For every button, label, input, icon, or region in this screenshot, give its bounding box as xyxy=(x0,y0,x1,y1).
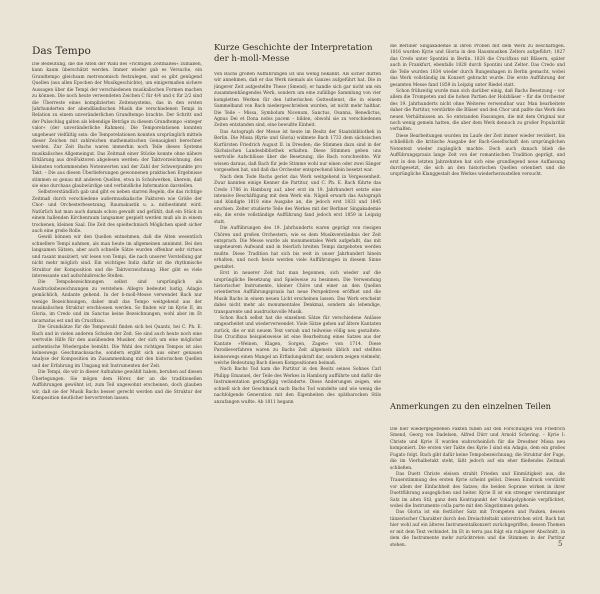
column-history xyxy=(214,72,381,578)
paragraph: Das Autograph der Messe ist heute im Besitz der Staatsbibliothek in Berlin. Die Missa (Kyrie und Gloria) widmete Bach 1733 dem sächsischen Kurfürsten Friedrich August II. in Dresden; die Stimmen dazu sind in der Sächsischen Landesbibliothek erhalten. Diese Stimmen geben uns wertvolle Aufschlüsse über die Besetzung, die Bach vorschwebte. Wir wissen daraus, daß Bach für jede Stimme wohl nur einen oder zwei Sänger vorgesehen hat, und daß das Orchester entsprechend klein besetzt war. xyxy=(214,129,381,174)
paragraph: die Berliner Singakademie in ihren Proben mit dem Werk zu beschäftigen. 1816 wurden Kyrie und Gloria in den Hausmusiken Zelters aufgeführt; 1827 das Credo unter Spontini in Berlin. 1828 die Crucifixus mit Bläsern, später auch in Frankfurt, ebenfalls 1828 durch Spontini und Zelter. Das Credo und die Teile wurden 1834 wieder durch Rungenhagen in Berlin gemacht, wobei das Werk vollständig im Konzert gebracht wurde. Die erste Aufführung der gesamten Messe fand 1859 in Leipzig unter Riedel statt. xyxy=(390,44,565,88)
paragraph: Die Bedeutung, die die Alten der Wahl des »richtigen Zeitmaßes« zumaßen, kann kaum überschätzt werden. Immer wieder gab es Versuche, ein Grundtempo gleichsam metronomisch festzulegen, und es gibt genügend Quellen (aus allen Epochen der Musikgeschichte), um einigermaßen sichere Aussagen über die Tempi der verschiedenen musikalischen Formen machen zu können. Die noch heute verwendeten Zeichen C für 4/4 und ¢ für 2/2 sind die Überreste eines komplizierten Zeitensystems, das in den ersten Jahrhunderten der abendländischen Musik die verschiedenen Tempi in Relation zu einem unveränderlichen Grundtempo brachte. Der Schritt und der Pulsschlag galten als lebendige Beträge zu diesem Grundtempo »integer valor« (der unveränderliche Rahmen). Die Temporelationen konnten ungeheuer vielfältig sein: die Temporelationen konnten ursprünglich mittels dieser Zeichen mit zahlreichen mathematischen Genauigkeit berechnet werden. Zur Zeit Bachs waren immerhin noch Teile dieses Systems musikalisches Allgemeingut. Das Zeitmaß einer Stücke konnte ohne nähere Erklärung aus dreiFaktoren abgelesen werden: der Taktvorzeichnung, den kleinsten vorkommenden Notenwerten und der Zahl der Schwerpunkte pro Takt. – Die aus diesen Überlieferungen gewonnenen praktischen Ergebnisse stimmen so genau mit anderen Quellen, etwa in Schulwerken, überein, daß sie eine durchaus glaubwürdige und verbindliche Information darstellen. xyxy=(32,62,202,190)
paragraph: Die Grundsätze für die Tempowahl finden sich bei Quantz, bei C. Ph. E. Bach und in vielen anderen Schulen der Zeit. Sie sind auch heute noch eine wertvolle Hilfe für den ausübenden Musiker, der sich um eine möglichst authentische Wiedergabe bemüht. Die Wahl des richtigen Tempos ist also keineswegs Geschmackssache, sondern ergibt sich aus einer genauen Analyse der Komposition im Zusammenhang mit den historischen Quellen und der Erfahrung im Umgang mit Instrumenten der Zeit. xyxy=(32,325,202,369)
column-history-continued xyxy=(390,44,565,392)
paragraph: Die Aufführungen des 19. Jahrhunderts waren geprägt von riesigen Chören und großen Orchestern, wie es dem Musikverständnis der Zeit entsprach. Die Messe wurde als monumentales Werk aufgefaßt, das mit ungeheurem Aufwand und in feierlich breiten Tempi dargeboten werden mußte. Diese Tradition hat sich bis weit in unser Jahrhundert hinein erhalten, und noch heute werden viele Aufführungen in diesem Sinne gestaltet. xyxy=(214,226,381,270)
paragraph: Von Bachs großen Aufführungen ist uns wenig bekannt. Als sicher dürfen wir annehmen, daß er das Werk niemals als Ganzes aufgeführt hat. Die in jüngerer Zeit aufgestellte These (Smend), er handle sich gar nicht um ein zusammenhängendes Werk, sondern um eine zufällige Sammlung von vier kompletten Werken für den lutherischen Gottesdienst, die in einem Sammelband von Bach niedergeschrieben wurden, ist nicht mehr haltbar. Die Teile – Missa, Symbolum Nicenum, Sanctus, Osanna, Benedictus, Agnus Dei et Dona nobis pacem – bilden, obwohl sie zu verschiedenen Zeiten entstanden sind, eine bewußte Einheit. xyxy=(214,72,381,129)
paragraph: Die Tempobezeichnungen selbst sind ursprünglich als Ausdrucksbezeichnungen zu verstehen: Allegro bedeutet lustig, Adagio gemächlich, Andante gehend. In der h-moll-Messe verwendet Bach nur wenige Bezeichnungen, daher muß das Tempo weitgehend aus der musikalischen Struktur erschlossen werden. So finden wir im Kyrie II, im Gloria, im Credo und im Sanctus keine Bezeichnungen, wohl aber im Et incarnatus est und im Crucifixus. xyxy=(32,280,202,324)
paragraph: Die hier wiedergegebenen Fakten fußen auf den Forschungen von Friedrich Smend, Georg von Dadelsen, Alfred Dürr und Arnold Schering. – Kyrie I: Christe und Kyrie II wurden wahrscheinlich für die Dresdner Missa neu komponiert. Die ersten vier Takte des Kyrie I sind ein Adagio, dem ein großes Fugato folgt. Bach gibt dafür keine Tempobezeichnung; die Struktur der Fuge, die im Vierhalbetakt steht, läßt jedoch auf ein eher fließendes Zeitmaß schließen. xyxy=(390,427,565,471)
section-title-notes: Anmerkungen zu den einzelnen Teilen xyxy=(390,401,551,411)
paragraph: Schon Bach selbst hat die einzelnen Sätze für verschiedene Anlässe umgearbeitet und wiederverwendet. Viele Sätze gehen auf ältere Kantaten zurück, die er mit neuem Text versah und teilweise völlig neu gestaltete. Das Crucifixus beispielsweise ist eine Bearbeitung eines Satzes aus der Kantate »Weinen, Klagen, Sorgen, Zagen« von 1714. Diese Parodieverfahren waren zu Bachs Zeit allgemein üblich und stellten keineswegs einen Mangel an Erfindungskraft dar, sondern zeigen vielmehr, welche Bedeutung Bach diesen Kompositionen beimaß. xyxy=(214,316,381,366)
paragraph: Schon frühzeitig wurde man sich darüber einig, daß Bachs Besetzung – vor allem die Trompeten und die hohen Partien der Holzbläser – für die Orchester des 19. Jahrhunderts nicht ohne Weiteres verwendbar war. Man bearbeitete daher die Partitur, verstärkte die Bläser und den Chor und paßte das Werk den neuen Verhältnissen an. So entstanden Fassungen, die mit dem Original nur noch wenig gemein hatten, die aber dem Werk dennoch zu großer Popularität verhalfen. xyxy=(390,88,565,133)
paragraph: Das Gloria ist ein festlicher Satz mit Trompeten und Pauken, dessen tänzerischer Charakter durch den Dreiachteltakt unterstrichen wird. Bach hat hier wohl auf ein älteres Instrumentalkonzert zurückgegriffen, dessen Themen er mit dem Text verbindet. Im Et in terra pax folgt ein ruhigerer Abschnitt, in dem die Instrumente mehr zurücktreten und die Stimmen in der Partitur stehen. xyxy=(390,510,565,548)
column-notes xyxy=(390,427,565,567)
section-title-tempo: Das Tempo xyxy=(32,45,91,57)
section-title-history: Kurze Geschichte der Interpretation der h-moll-Messe xyxy=(214,43,373,64)
paragraph: Die Tempi, die wir in dieser Aufnahme gewählt haben, beruhen auf diesen Überlegungen. Sie mögen dem Hörer, der an die traditionellen Aufführungen gewöhnt ist, zum Teil ungewohnt erscheinen, doch glauben wir, daß sie der Musik Bachs besser gerecht werden und die Struktur der Komposition deutlicher hervortreten lassen. xyxy=(32,370,202,401)
paragraph: Gewiß können wir den Quellen entnehmen, daß die Alten wesentlich schnellere Tempi nahmen, als man heute im allgemeinen annimmt. Bei den langsamen Sätzen, aber auch schnelle Sätze wurden offenbar sehr virtuos und rasant musiziert, wir lesen von Tempi, die nach unserer Vorstellung gar nicht mehr möglich sind. Ein wichtiges Indiz dafür ist die rhythmische Struktur der Komposition und die Taktvorzeichnung. Hier gibt es viele interessante und aufschlußreiche Stellen. xyxy=(32,235,202,279)
paragraph: Erst in neuerer Zeit hat man begonnen, sich wieder auf die ursprüngliche Besetzung und Spielweise zu besinnen. Die Verwendung historischer Instrumente, kleiner Chöre und einer an den Quellen orientierten Aufführungspraxis hat neue Perspektiven eröffnet und die Musik Bachs in einem neuen Licht erscheinen lassen. Das Werk erscheint dabei nicht mehr als monumentales Denkmal, sondern als lebendige, transparente und ausdrucksvolle Musik. xyxy=(214,271,381,315)
paragraph: Nach dem Tode Bachs geriet das Werk weitgehend in Vergessenheit. Zwar kannten einige Kenner die Partitur, und C. Ph. E. Bach führte das Credo 1786 in Hamburg auf, aber erst im 19. Jahrhundert setzte eine intensive Beschäftigung mit dem Werk ein. Nägeli erwarb das Autograph und kündigte 1818 eine Ausgabe an, die jedoch erst 1833 und 1845 erschien. Zelter studierte Teile des Werkes mit der Berliner Singakademie ein; die erste vollständige Aufführung fand jedoch erst 1859 in Leipzig statt. xyxy=(214,174,381,225)
paragraph: Diese Bearbeitungen wurden im Laufe der Zeit immer wieder revidiert, bis schließlich die kritische Ausgabe der Bach-Gesellschaft den ursprünglichen Notentext wieder zugänglich machte. Doch auch danach blieb die Aufführungspraxis lange Zeit von der romantischen Tradition geprägt, und erst in den letzten Jahrzehnten hat sich eine grundlegend neue Auffassung durchgesetzt, die sich an den historischen Quellen orientiert und die ursprüngliche Klanggestalt des Werkes wiederherzustellen versucht. xyxy=(390,133,565,178)
paragraph: Das Duett Christe eleison strahlt Frieden und Einmütigkeit aus, die Trauerstimmung des ersten Kyrie scheint gelöst. Diesen Eindruck verstärkt vor allem der Einfachheit des Satzes; die beiden Soprane wirken in ihrer Duettführung ausgeglichen und heiter. Kyrie II ist ein strenger vierstimmiger Satz im alten Stil, ganz dem Kontrapunkt der Vokalpolyphonie verpflichtet, wobei die Instrumente colla parte mit den Singstimmen gehen. xyxy=(390,471,565,510)
paragraph: Selbstverständlich gab und gibt es neben starren Regeln, die das richtige Zeitmaß durch verschiedene außermusikalische Faktoren wie Größe der Chor- und Orchesterbesetzung, Raumakustik u. a. mitbestimmt wird. Natürlich hat man auch damals schon gewußt und gefühlt, daß ein Stück in einem hallenden Kirchenraum langsamer gespielt werden muß als in einem trockenen, kleinen Saal. Die Zeit des spieltechnisch Möglichen spielt sicher auch eine große Rolle. xyxy=(32,190,202,234)
page-number: 5 xyxy=(558,540,563,548)
column-tempo xyxy=(32,62,202,590)
paragraph: Nach Bachs Tod kam die Partitur in den Besitz seines Sohnes Carl Philipp Emanuel, der Teile des Werkes in Hamburg aufführte und dafür die Instrumentation geringfügig veränderte. Diese Änderungen zeigen, wie schnell sich der Geschmack nach Bachs Tod wandelte und wie wenig die nachfolgende Generation mit den Eigenheiten des spätbarocken Stils anzufangen wußte. Ab 1811 begann xyxy=(214,367,381,405)
